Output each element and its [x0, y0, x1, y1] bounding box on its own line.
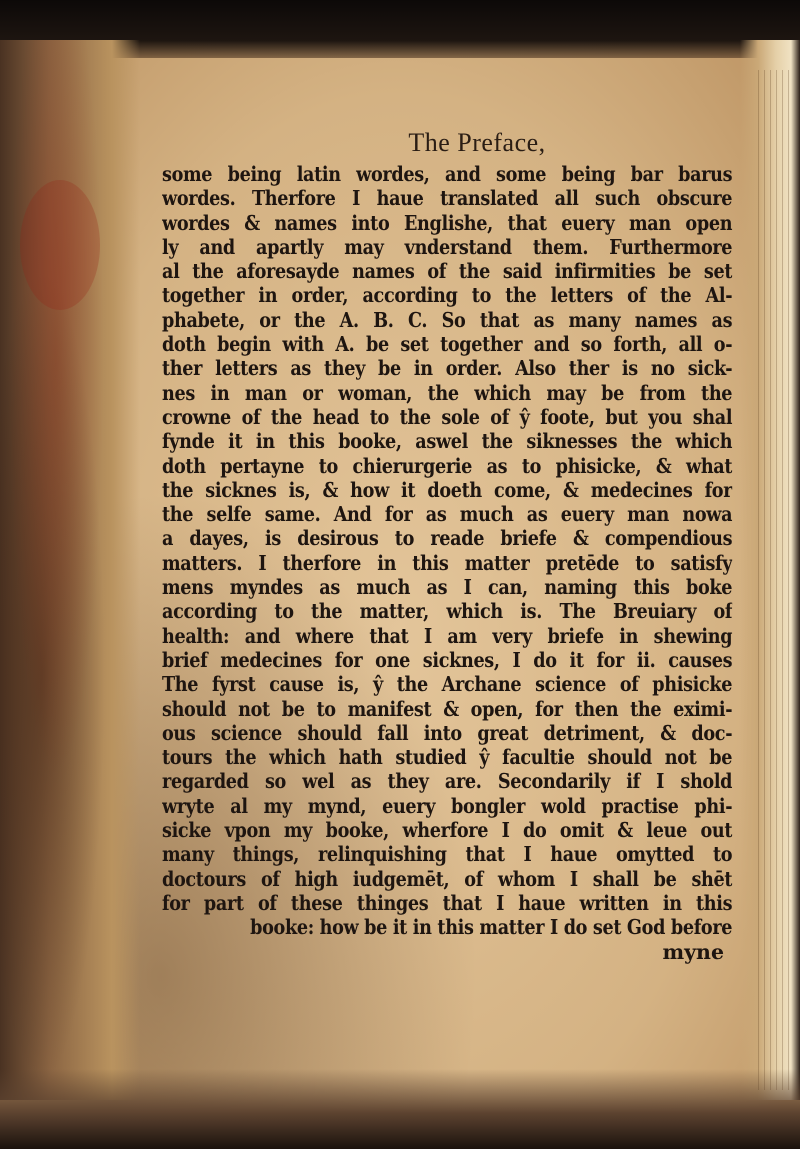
text-line: wordes. Therfore I haue translated all such obscure [162, 186, 733, 211]
text-line: nes in man or woman, the which may be from the [162, 380, 733, 405]
text-line: some being latin wordes, and some being bar barus [162, 162, 733, 186]
text-line: doth begin with A. be set together and so forth, all o- [162, 332, 733, 357]
text-line: ous science should fall into great detriment, & doc- [162, 720, 733, 745]
text-line: matters. I therfore in this matter pretēde to satisfy [162, 550, 733, 575]
text-line: the selfe same. And for as much as euery man nowa [162, 502, 733, 527]
text-line: regarded so wel as they are. Secondarily if I shold [162, 769, 733, 794]
text-line: a dayes, is desirous to reade briefe & compendious [162, 526, 733, 551]
text-line: according to the matter, which is. The Breuiary of [162, 599, 733, 624]
text-line: doth pertayne to chierurgerie as to phisicke, & what [162, 453, 733, 478]
running-head: The Preface, [408, 128, 546, 157]
text-line: many things, relinquishing that I haue omytted to [162, 842, 733, 867]
page-stain [20, 180, 100, 310]
text-line: should not be to manifest & open, for then the eximi- [162, 696, 733, 721]
text-line: for part of these thinges that I haue written in this [162, 890, 733, 915]
text-line: brief medecines for one sicknes, I do it for ii. causes [162, 647, 733, 672]
text-line: mens myndes as much as I can, naming this boke [162, 575, 733, 600]
stacked-page-edges [758, 70, 792, 1090]
catchword: myne [662, 939, 724, 964]
text-line: fynde it in this booke, aswel the siknesses the which [162, 429, 733, 454]
text-line: the sicknes is, & how it doeth come, & medecines for [162, 477, 733, 502]
text-line: crowne of the head to the sole of ŷ foote, but you shal [162, 404, 733, 429]
text-line: wryte al my mynd, euery bongler wold practise phi- [162, 793, 733, 818]
text-line: together in order, according to the letters of the Al- [162, 283, 733, 308]
text-block [162, 128, 732, 964]
text-line: ly and apartly may vnderstand them. Furthermore [162, 234, 733, 259]
text-line: wordes & names into Englishe, that euery man open [162, 210, 733, 235]
text-line: ther letters as they be in order. Also ther is no sick- [162, 356, 733, 381]
scan-bottom-shadow [0, 1069, 800, 1149]
text-line: doctours of high iudgemēt, of whom I shall be shēt [162, 866, 733, 891]
text-line: health: and where that I am very briefe in shewing [162, 623, 733, 648]
text-line: The fyrst cause is, ŷ the Archane science of phisicke [162, 672, 733, 697]
text-line: tours the which hath studied ŷ facultie should not be [162, 745, 733, 770]
text-line: booke: how be it in this matter I do set God before [250, 915, 733, 940]
text-line: al the aforesayde names of the said infirmities be set [162, 259, 733, 284]
text-line: phabete, or the A. B. C. So that as many names as [162, 307, 733, 332]
text-line: sicke vpon my booke, wherfore I do omit & leue out [162, 818, 733, 843]
